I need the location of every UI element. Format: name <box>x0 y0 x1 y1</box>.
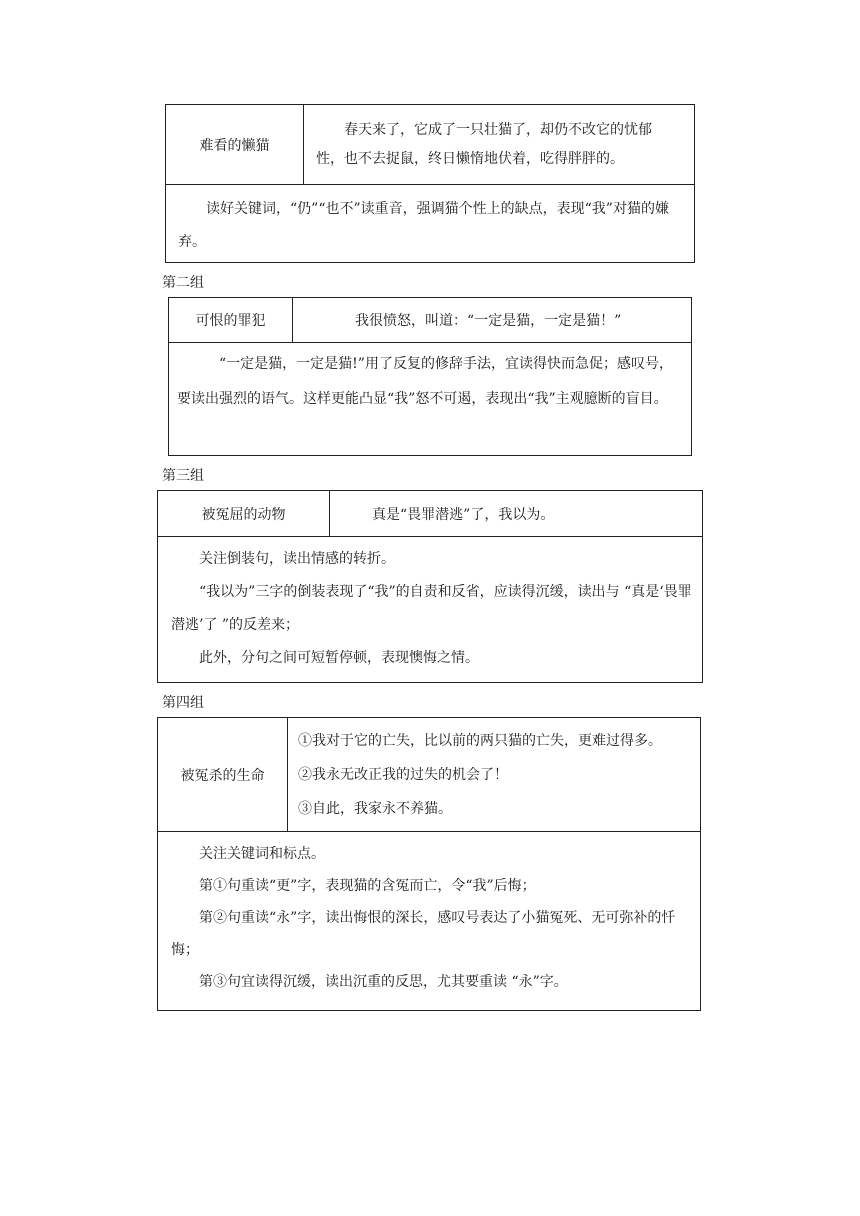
quote-line: ③自此，我家永不养猫。 <box>298 800 452 817</box>
group-4-analysis <box>158 832 700 998</box>
group-2-quote-row <box>169 298 691 343</box>
group-1-quote-row <box>166 105 694 185</box>
group-4-table <box>157 717 701 1011</box>
group-3-quote-row <box>158 491 702 537</box>
analysis-line: 第②句重读“永”字，读出悔恨的深长，感叹号表达了小猫冤死、无可弥补的忏悔； <box>171 910 676 958</box>
analysis-line: 关注关键词和标点。 <box>199 846 325 862</box>
analysis-line: 读好关键词，“仍”“也不”读重音，强调猫个性上的缺点，表现“我”对猫的嫌弃。 <box>178 201 669 250</box>
group-3-label: 被冤屈的动物 <box>158 491 330 536</box>
group-1-label: 难看的懒猫 <box>166 105 304 184</box>
analysis-line: 关注倒装句，读出情感的转折。 <box>199 551 395 567</box>
analysis-line: 此外，分句之间可短暂停顿，表现懊悔之情。 <box>199 650 479 666</box>
group-4-label: 被冤杀的生命 <box>158 718 288 831</box>
quote-line: 我很愤怒，叫道：“一定是猫，一定是猫！” <box>355 313 622 329</box>
group-1-analysis <box>166 185 694 259</box>
quote-line: 春天来了，它成了一只壮猫了，却仍不改它的忧郁性，也不去捉鼠，终日懒惰地伏着，吃得胖胖的。 <box>316 121 652 167</box>
group-4-quote-row <box>158 718 700 832</box>
group-1-table <box>165 104 695 263</box>
quote-line: ①我对于它的亡失，比以前的两只猫的亡失，更难过得多。 <box>298 732 662 749</box>
group-3-quote <box>330 491 702 536</box>
group-2-label: 可恨的罪犯 <box>169 298 293 342</box>
group-3-analysis <box>158 537 702 675</box>
analysis-line: “我以为”三字的倒装表现了“我”的自责和反省，应读得沉缓，读出与 “真是‘畏罪潜逃’了 ”的反差来； <box>171 584 692 633</box>
group-2-table <box>168 297 692 456</box>
analysis-line: 第①句重读“更”字，表现猫的含冤而亡，令“我”后悔； <box>199 878 536 894</box>
quote-line: 真是“畏罪潜逃”了，我以为。 <box>372 506 555 523</box>
group-4-quote <box>288 718 700 831</box>
group-3-heading: 第三组 <box>162 468 204 484</box>
group-2-analysis <box>169 343 691 417</box>
group-1-quote <box>304 105 694 184</box>
group-2-heading: 第二组 <box>162 275 204 291</box>
group-3-table <box>157 490 703 683</box>
group-4-heading: 第四组 <box>162 695 204 711</box>
analysis-line: 第③句宜读得沉缓，读出沉重的反思，尤其要重读 “永”字。 <box>199 974 568 990</box>
analysis-line: “一定是猫，一定是猫!”用了反复的修辞手法，宜读得快而急促；感叹号，要读出强烈的语气。这样更能凸显“我”怒不可遏，表现出“我”主观臆断的盲目。 <box>177 356 673 407</box>
group-2-quote <box>293 298 691 342</box>
quote-line: ②我永无改正我的过失的机会了！ <box>298 766 508 783</box>
